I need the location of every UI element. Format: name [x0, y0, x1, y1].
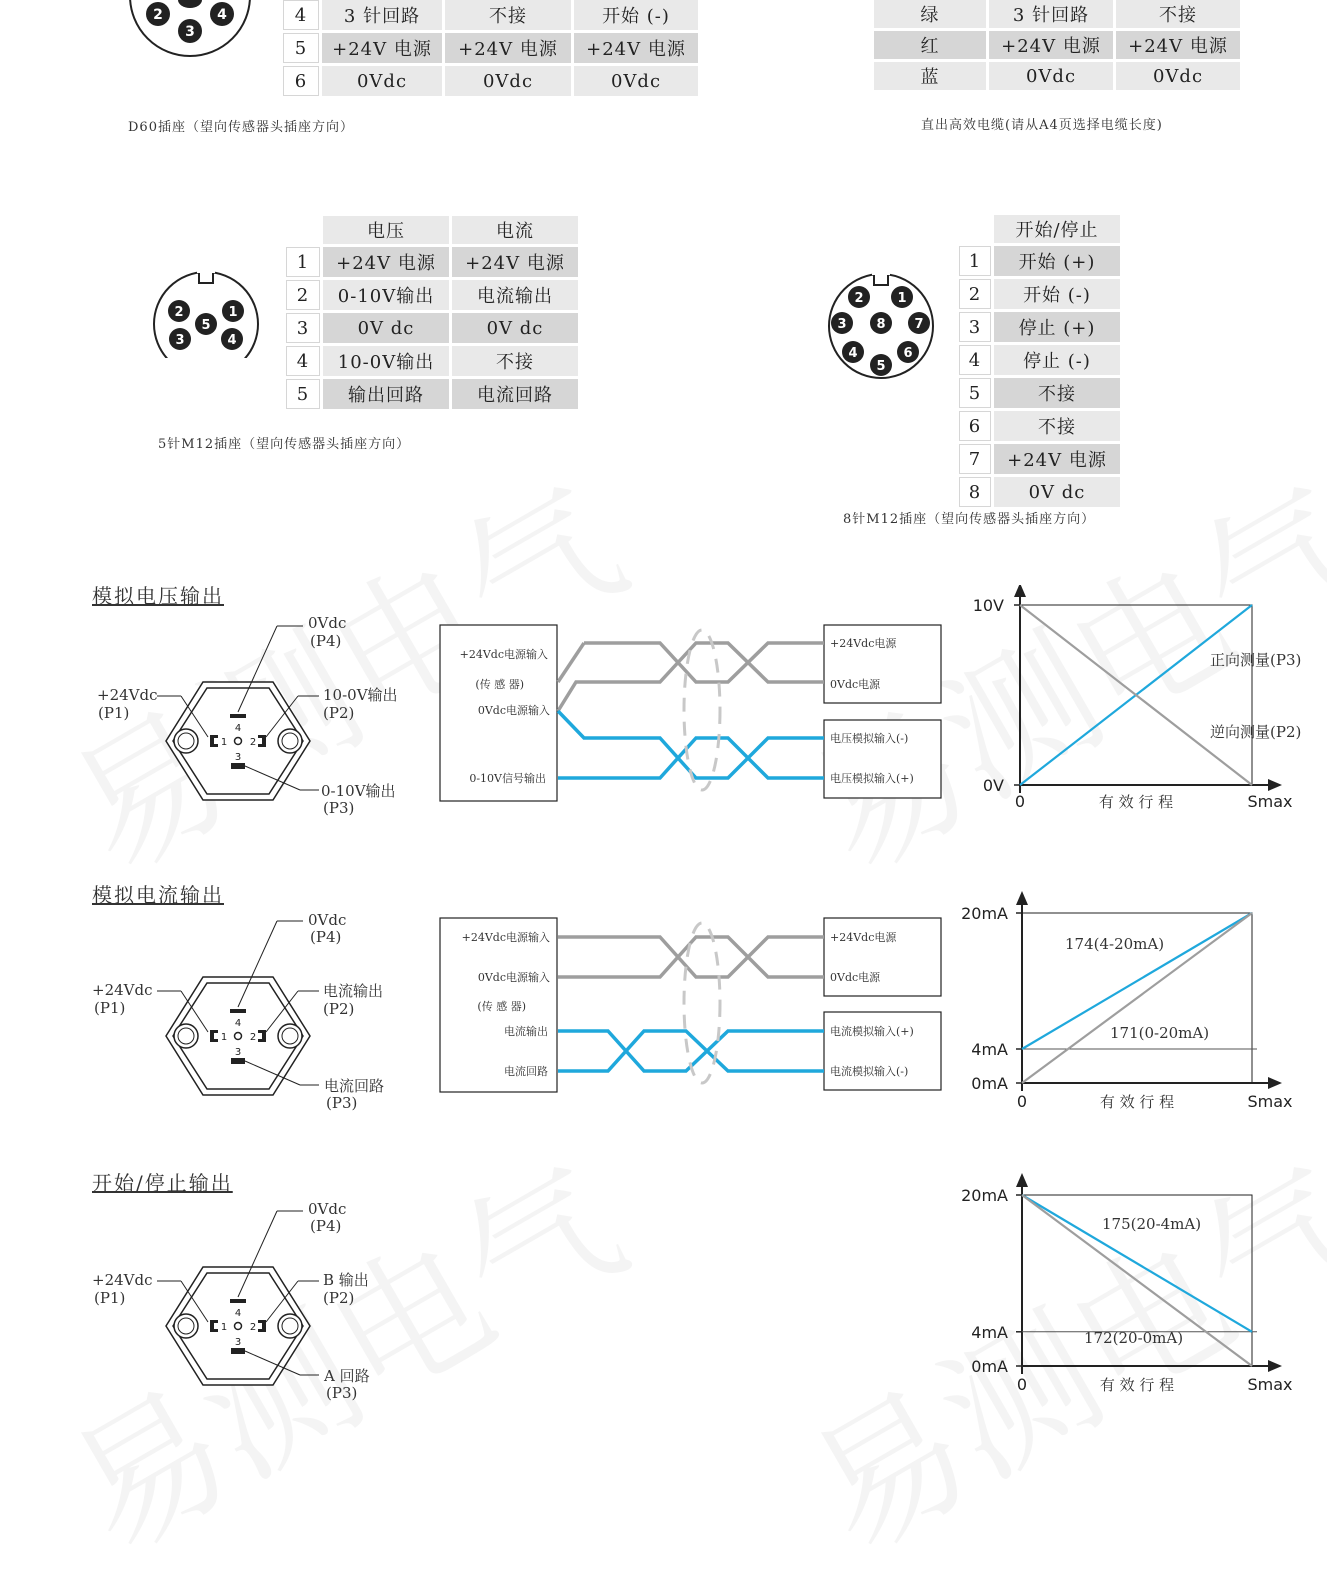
column-header: 开始/停止 [994, 215, 1120, 243]
table-header-row [959, 215, 1120, 243]
d60-connector-diagram [120, 0, 260, 70]
series-label: 174(4-20mA) [1065, 935, 1165, 953]
svg-text:(P4): (P4) [310, 1217, 342, 1235]
y-tick-label: 0mA [971, 1074, 1008, 1093]
m12-8-pin-5 [870, 354, 892, 376]
pin-number: 5 [283, 33, 319, 63]
m12-8-pin-4 [842, 341, 864, 363]
x-axis-arrow [1268, 779, 1282, 791]
x-tick-label: Smax [1247, 792, 1293, 811]
m12-8-pin-1 [891, 286, 913, 308]
svg-text:1: 1 [228, 305, 238, 320]
x-tick-label: 0 [1014, 792, 1026, 811]
table-row [286, 247, 578, 277]
svg-text:3: 3 [234, 1047, 242, 1058]
table-row [959, 477, 1120, 507]
svg-text:0Vdc电源: 0Vdc电源 [830, 678, 881, 691]
x-axis-arrow [1268, 1360, 1282, 1372]
table-cell: 不接 [994, 411, 1120, 441]
series-label: 逆向测量(P2) [1210, 723, 1302, 741]
m12-5-pin-2 [168, 300, 190, 322]
svg-text:2: 2 [854, 291, 864, 306]
pin-number: 1 [959, 246, 991, 276]
x-axis-arrow [1268, 1077, 1282, 1089]
pin-number: 6 [959, 411, 991, 441]
table-cell: 0Vdc [574, 66, 698, 96]
voltage-section-title: 模拟电压输出 [92, 584, 224, 608]
y-tick-label: 20mA [961, 904, 1008, 923]
svg-text:5: 5 [201, 318, 211, 333]
x-tick-label: Smax [1247, 1092, 1293, 1111]
input-box [824, 1012, 941, 1090]
svg-text:(P1): (P1) [94, 999, 126, 1017]
m12-8-pin-2 [848, 286, 870, 308]
svg-text:3: 3 [175, 333, 185, 348]
table-cell: +24V 电源 [1116, 31, 1240, 59]
svg-text:2: 2 [249, 1032, 257, 1043]
table-cell: +24V 电源 [445, 33, 571, 63]
svg-text:2: 2 [249, 737, 257, 748]
y-tick-label: 10V [972, 596, 1004, 615]
column-header: 电压 [323, 216, 449, 244]
table-cell: 输出回路 [323, 379, 449, 409]
m12-8pin-table [956, 212, 1123, 510]
column-header: 电流 [452, 216, 578, 244]
svg-text:8: 8 [876, 317, 886, 332]
svg-text:+24Vdc: +24Vdc [92, 1271, 153, 1289]
svg-text:+24Vdc: +24Vdc [97, 686, 158, 704]
x-tick-label: 0 [1016, 1092, 1028, 1111]
table-row [874, 62, 1240, 90]
pin-number: 1 [286, 247, 320, 277]
table-cell: +24V 电源 [323, 247, 449, 277]
svg-text:+24Vdc电源: +24Vdc电源 [830, 637, 897, 650]
table-cell: +24V 电源 [994, 444, 1120, 474]
table-row [874, 31, 1240, 59]
table-row [959, 411, 1120, 441]
table-cell: +24V 电源 [322, 33, 442, 63]
y-tick-label: 4mA [971, 1040, 1008, 1059]
table-cell: 开始 (-) [574, 0, 698, 30]
current-output-chart [960, 885, 1327, 1125]
pin-number: 5 [959, 378, 991, 408]
m12-5-pin-4 [221, 328, 243, 350]
svg-text:(P1): (P1) [94, 1289, 126, 1307]
voltage-output-chart [960, 585, 1327, 825]
y-axis-arrow [1014, 585, 1026, 597]
svg-text:电流输出: 电流输出 [504, 1025, 548, 1038]
table-cell: 开始 (-) [994, 279, 1120, 309]
svg-text:0Vdc电源: 0Vdc电源 [830, 971, 881, 984]
cable-caption: 直出高效电缆(请从A4页选择电缆长度) [921, 118, 1163, 133]
m12-8-pin-8 [870, 312, 892, 334]
x-axis-label: 有 效 行 程 [1098, 793, 1174, 811]
table-row [959, 444, 1120, 474]
m12-5-pin-5 [195, 313, 217, 335]
table-header-row [286, 216, 578, 244]
svg-text:+24Vdc电源: +24Vdc电源 [830, 931, 897, 944]
table-cell: 3 针回路 [989, 0, 1113, 28]
table-row [286, 280, 578, 310]
y-axis-arrow [1016, 1173, 1028, 1187]
current-connector-hexagon [85, 895, 425, 1120]
svg-text:2: 2 [249, 1322, 257, 1333]
pin-number: 4 [959, 345, 991, 375]
series-label: 正向测量(P3) [1210, 651, 1302, 669]
table-row [874, 0, 1240, 28]
table-cell: +24V 电源 [452, 247, 578, 277]
d60-pin-4 [210, 2, 234, 26]
svg-text:4: 4 [217, 7, 227, 23]
svg-text:+24Vdc电源输入: +24Vdc电源输入 [461, 931, 550, 944]
table-cell: 电流输出 [452, 280, 578, 310]
table-cell: 不接 [445, 0, 571, 30]
svg-text:4: 4 [234, 723, 242, 734]
pin-number: 4 [286, 346, 320, 376]
svg-text:(P4): (P4) [310, 632, 342, 650]
y-tick-label: 0mA [971, 1357, 1008, 1376]
svg-text:(P3): (P3) [326, 1094, 358, 1112]
startstop-output-chart [960, 1170, 1327, 1409]
m12-8-pin-7 [908, 312, 930, 334]
svg-text:5: 5 [876, 359, 886, 374]
x-tick-label: Smax [1247, 1375, 1293, 1394]
voltage-wiring-diagram [438, 620, 946, 810]
table-cell: 0Vdc [322, 66, 442, 96]
svg-text:0Vdc电源输入: 0Vdc电源输入 [477, 704, 550, 717]
svg-text:4: 4 [848, 346, 858, 361]
svg-text:电流回路: 电流回路 [324, 1077, 385, 1095]
table-row [959, 246, 1120, 276]
table-row [283, 66, 698, 96]
table-cell: 0Vdc [445, 66, 571, 96]
series-label: 172(20-0mA) [1084, 1329, 1184, 1347]
m12-8pin-caption: 8针M12插座（望向传感器头插座方向） [843, 512, 1096, 527]
pin-number: 6 [283, 66, 319, 96]
table-cell: 不接 [452, 346, 578, 376]
table-row [286, 379, 578, 409]
m12-5-pin-1 [222, 300, 244, 322]
svg-text:4: 4 [234, 1018, 242, 1029]
svg-text:(传 感 器): (传 感 器) [477, 1000, 526, 1013]
svg-text:0Vdc电源输入: 0Vdc电源输入 [477, 971, 550, 984]
table-cell: +24V 电源 [574, 33, 698, 63]
pin-number: 5 [286, 379, 320, 409]
voltage-connector-hexagon [85, 600, 425, 830]
y-axis-arrow [1016, 891, 1028, 905]
table-row [959, 345, 1120, 375]
table-cell: 0Vdc [1116, 62, 1240, 90]
svg-text:3: 3 [234, 752, 242, 763]
m12-8pin-connector-diagram [824, 270, 939, 382]
y-tick-label: 20mA [961, 1186, 1008, 1205]
svg-text:7: 7 [914, 317, 924, 332]
svg-text:A 回路: A 回路 [324, 1367, 370, 1385]
svg-text:10-0V输出: 10-0V输出 [323, 686, 398, 704]
m12-5pin-caption: 5针M12插座（望向传感器头插座方向） [158, 437, 411, 452]
svg-text:电流模拟输入(+): 电流模拟输入(+) [830, 1025, 914, 1038]
y-tick-label: 0V [982, 776, 1004, 795]
m12-5-pin-3 [169, 328, 191, 350]
svg-text:1: 1 [897, 291, 907, 306]
svg-text:(P1): (P1) [98, 704, 130, 722]
svg-text:(P2): (P2) [323, 1000, 355, 1018]
svg-text:4: 4 [234, 1308, 242, 1319]
svg-text:B 输出: B 输出 [323, 1271, 369, 1289]
pin-number: 4 [283, 0, 319, 30]
table-cell: 停止 (+) [994, 312, 1120, 342]
current-section-title: 模拟电流输出 [92, 883, 224, 907]
svg-text:电压模拟输入(+): 电压模拟输入(+) [830, 772, 914, 785]
table-cell: 0V dc [994, 477, 1120, 507]
pin-number: 7 [959, 444, 991, 474]
pin-number: 8 [959, 477, 991, 507]
svg-text:(P3): (P3) [326, 1384, 358, 1402]
pin-number: 3 [286, 313, 320, 343]
svg-text:电压模拟输入(-): 电压模拟输入(-) [830, 732, 909, 745]
d60-pin-table [280, 0, 701, 99]
svg-text:(P2): (P2) [323, 704, 355, 722]
svg-text:电流回路: 电流回路 [504, 1065, 548, 1078]
pin-number: 3 [959, 312, 991, 342]
svg-text:+24Vdc电源输入: +24Vdc电源输入 [459, 648, 548, 661]
svg-text:1: 1 [220, 1032, 228, 1043]
svg-text:0-10V信号输出: 0-10V信号输出 [469, 772, 546, 785]
power-box [824, 918, 941, 996]
svg-text:0-10V输出: 0-10V输出 [321, 782, 396, 800]
table-cell: 10-0V输出 [323, 346, 449, 376]
svg-text:(传 感 器): (传 感 器) [475, 678, 524, 691]
current-wiring-diagram [438, 915, 946, 1095]
wire-color: 蓝 [874, 62, 986, 90]
svg-text:3: 3 [837, 317, 847, 332]
table-cell: 电流回路 [452, 379, 578, 409]
wire-color: 红 [874, 31, 986, 59]
svg-text:电流模拟输入(-): 电流模拟输入(-) [830, 1065, 909, 1078]
wire-color: 绿 [874, 0, 986, 28]
svg-text:(P4): (P4) [310, 928, 342, 946]
pin-number: 2 [959, 279, 991, 309]
table-row [959, 312, 1120, 342]
m12-8-pin-3 [831, 312, 853, 334]
y-tick-label: 4mA [971, 1322, 1008, 1342]
svg-text:2: 2 [153, 7, 163, 23]
d60-pin-3 [178, 19, 202, 43]
pin-number: 2 [286, 280, 320, 310]
svg-text:电流输出: 电流输出 [323, 982, 384, 1000]
m12-5pin-table [283, 213, 581, 412]
d60-caption: D60插座（望向传感器头插座方向） [128, 120, 354, 135]
svg-text:(P2): (P2) [323, 1289, 355, 1307]
table-cell: +24V 电源 [989, 31, 1113, 59]
svg-text:1: 1 [220, 1322, 228, 1333]
svg-text:2: 2 [174, 305, 184, 320]
series-label: 175(20-4mA) [1102, 1215, 1202, 1233]
table-cell: 0-10V输出 [323, 280, 449, 310]
m12-8-pin-6 [897, 341, 919, 363]
table-row [286, 313, 578, 343]
table-row [959, 378, 1120, 408]
x-axis-label: 有 效 行 程 [1099, 1093, 1175, 1111]
table-cell: 3 针回路 [322, 0, 442, 30]
startstop-connector-hexagon [85, 1185, 425, 1409]
series-label: 171(0-20mA) [1110, 1024, 1210, 1042]
table-cell: 不接 [994, 378, 1120, 408]
svg-text:0Vdc: 0Vdc [308, 1200, 347, 1218]
x-tick-label: 0 [1016, 1375, 1028, 1394]
table-cell: 停止 (-) [994, 345, 1120, 375]
svg-text:+24Vdc: +24Vdc [92, 981, 153, 999]
svg-text:0Vdc: 0Vdc [308, 614, 347, 632]
cable-table [871, 0, 1243, 93]
svg-text:(P3): (P3) [323, 799, 355, 817]
table-cell: 0Vdc [989, 62, 1113, 90]
table-row [283, 0, 698, 30]
d60-pin-2 [146, 2, 170, 26]
svg-text:3: 3 [234, 1337, 242, 1348]
startstop-section-title: 开始/停止输出 [92, 1171, 233, 1195]
svg-text:4: 4 [227, 333, 237, 348]
table-cell: 开始 (+) [994, 246, 1120, 276]
table-cell: 0V dc [323, 313, 449, 343]
table-row [286, 346, 578, 376]
svg-text:6: 6 [903, 346, 913, 361]
m12-5pin-connector-diagram [150, 268, 265, 358]
table-row [959, 279, 1120, 309]
table-row [283, 33, 698, 63]
svg-text:3: 3 [185, 24, 195, 40]
svg-text:0Vdc: 0Vdc [308, 911, 347, 929]
svg-text:1: 1 [220, 737, 228, 748]
table-cell: 0V dc [452, 313, 578, 343]
table-cell: 不接 [1116, 0, 1240, 28]
x-axis-label: 有 效 行 程 [1099, 1376, 1175, 1394]
